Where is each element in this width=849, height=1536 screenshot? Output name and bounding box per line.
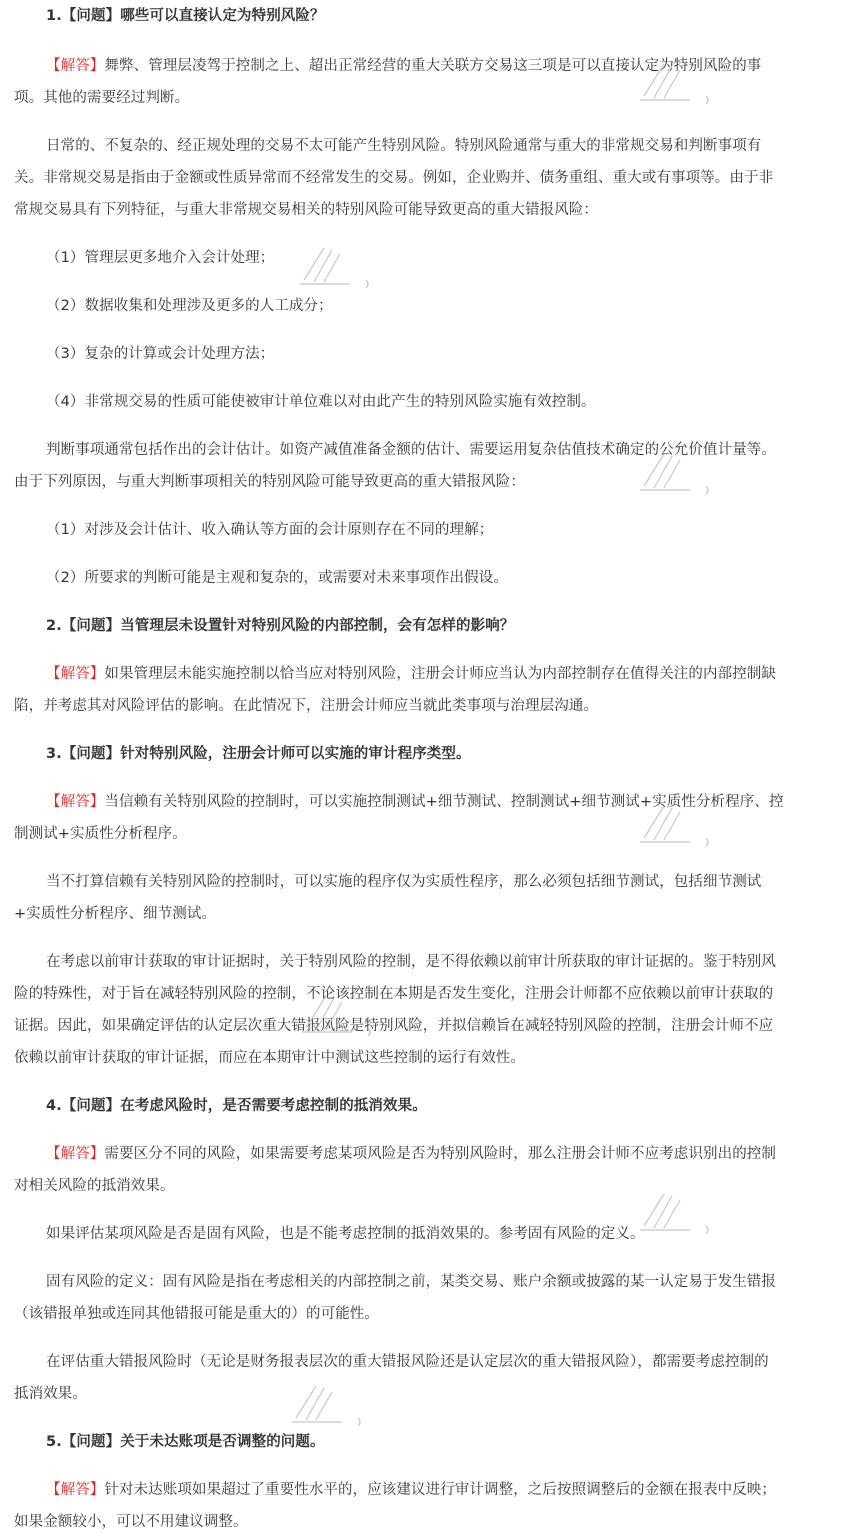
question-2-title: 2.【问题】当管理层未设置针对特别风险的内部控制，会有怎样的影响？ <box>46 618 515 634</box>
paragraph-line: （该错报单独或连同其他错报可能是重大的）的可能性。 <box>14 1306 379 1322</box>
answer-5-line-1: 【解答】针对未达账项如果超过了重要性水平的，应该建议进行审计调整，之后按照调整后的金额在报表中反映； <box>46 1482 777 1498</box>
answer-label: 【解答】 <box>46 666 105 682</box>
paragraph-line: 险的特殊性，对于旨在减轻特别风险的控制，不论该控制在本期是否发生变化，注册会计师都不应依赖以前审计获取的 <box>14 986 774 1002</box>
answer-label: 【解答】 <box>46 794 105 810</box>
answer-4-line-2: 对相关风险的抵消效果。 <box>14 1178 175 1194</box>
list-item: （2）所要求的判断可能是主观和复杂的，或需要对未来事项作出假设。 <box>46 570 508 586</box>
paragraph-line: 判断事项通常包括作出的会计估计。如资产减值准备金额的估计、需要运用复杂估值技术确定的公允价值计量等。 <box>46 442 776 458</box>
answer-1-line-1: 【解答】舞弊、管理层凌驾于控制之上、超出正常经营的重大关联方交易这三项是可以直接认定为特别风险的事 <box>46 58 762 74</box>
question-5-title: 5.【问题】关于未达账项是否调整的问题。 <box>46 1434 325 1450</box>
list-item: （1）管理层更多地介入会计处理； <box>46 250 275 266</box>
question-3-title: 3.【问题】针对特别风险，注册会计师可以实施的审计程序类型。 <box>46 746 471 762</box>
paragraph-line: +实质性分析程序、细节测试。 <box>14 906 217 922</box>
list-item: （2）数据收集和处理涉及更多的人工成分； <box>46 298 333 314</box>
question-1-title: 1.【问题】哪些可以直接认定为特别风险？ <box>46 8 325 24</box>
list-item: （4）非常规交易的性质可能使被审计单位难以对由此产生的特别风险实施有效控制。 <box>46 394 596 410</box>
paragraph-line: 抵消效果。 <box>14 1386 87 1402</box>
list-item: （3）复杂的计算或会计处理方法； <box>46 346 275 362</box>
answer-2-line-1: 【解答】如果管理层未能实施控制以恰当应对特别风险，注册会计师应当认为内部控制存在值得关注的内部控制缺 <box>46 666 777 682</box>
paragraph-line: 日常的、不复杂的、经正规处理的交易不太可能产生特别风险。特别风险通常与重大的非常规交易和判断事项有 <box>46 138 762 154</box>
paragraph-line: 依赖以前审计获取的审计证据，而应在本期审计中测试这些控制的运行有效性。 <box>14 1050 525 1066</box>
paragraph-line: 证据。因此，如果确定评估的认定层次重大错报风险是特别风险，并拟信赖旨在减轻特别风险的控制，注册会计师不应 <box>14 1018 774 1034</box>
paragraph-line: 由于下列原因，与重大判断事项相关的特别风险可能导致更高的重大错报风险： <box>14 474 525 490</box>
answer-5-line-2: 如果金额较小，可以不用建议调整。 <box>14 1514 248 1530</box>
answer-label: 【解答】 <box>46 58 105 74</box>
answer-4-line-1: 【解答】需要区分不同的风险，如果需要考虑某项风险是否为特别风险时，那么注册会计师不应考虑识别出的控制 <box>46 1146 777 1162</box>
list-item: （1）对涉及会计估计、收入确认等方面的会计原则存在不同的理解； <box>46 522 494 538</box>
answer-3-line-1: 【解答】当信赖有关特别风险的控制时，可以实施控制测试+细节测试、控制测试+细节测试+实质性分析程序、控 <box>46 794 784 810</box>
answer-label: 【解答】 <box>46 1146 105 1162</box>
question-4-title: 4.【问题】在考虑风险时，是否需要考虑控制的抵消效果。 <box>46 1098 427 1114</box>
answer-label: 【解答】 <box>46 1482 105 1498</box>
answer-3-line-2: 制测试+实质性分析程序。 <box>14 826 187 842</box>
paragraph-line: 如果评估某项风险是否是固有风险，也是不能考虑控制的抵消效果的。参考固有风险的定义。 <box>46 1226 645 1242</box>
paragraph-line: 关。非常规交易是指由于金额或性质异常而不经常发生的交易。例如，企业购并、债务重组、重大或有事项等。由于非 <box>14 170 774 186</box>
paragraph-line: 在评估重大错报风险时（无论是财务报表层次的重大错报风险还是认定层次的重大错报风险），都需要考虑控制的 <box>46 1354 769 1370</box>
answer-2-line-2: 陷，并考虑其对风险评估的影响。在此情况下，注册会计师应当就此类事项与治理层沟通。 <box>14 698 598 714</box>
paragraph-line: 常规交易具有下列特征，与重大非常规交易相关的特别风险可能导致更高的重大错报风险： <box>14 202 598 218</box>
paragraph-line: 固有风险的定义：固有风险是指在考虑相关的内部控制之前，某类交易、账户余额或披露的某一认定易于发生错报 <box>46 1274 776 1290</box>
answer-1-line-2: 项。其他的需要经过判断。 <box>14 90 190 106</box>
paragraph-line: 在考虑以前审计获取的审计证据时，关于特别风险的控制，是不得依赖以前审计所获取的审计证据的。鉴于特别风 <box>46 954 776 970</box>
paragraph-line: 当不打算信赖有关特别风险的控制时，可以实施的程序仅为实质性程序，那么必须包括细节测试，包括细节测试 <box>46 874 762 890</box>
